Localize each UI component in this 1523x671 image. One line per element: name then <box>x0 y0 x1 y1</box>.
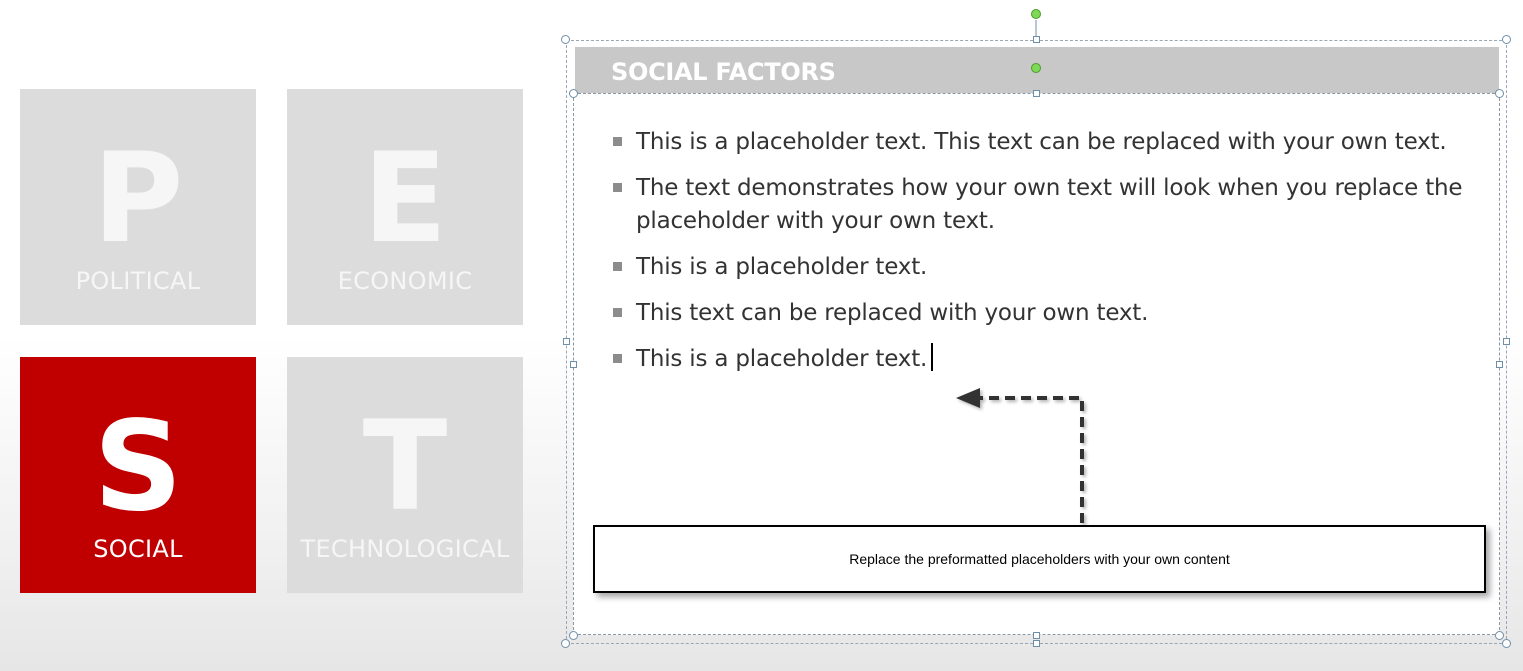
bullet-text: This is a placeholder text. <box>636 254 928 280</box>
tile-letter: T <box>362 395 448 539</box>
resize-handle-icon[interactable] <box>569 89 578 98</box>
resize-handle-icon[interactable] <box>1503 338 1510 345</box>
resize-handle-icon[interactable] <box>1495 89 1504 98</box>
resize-handle-icon[interactable] <box>1496 361 1503 368</box>
resize-handle-icon[interactable] <box>563 338 570 345</box>
resize-handle-icon[interactable] <box>561 35 570 44</box>
panel-title: SOCIAL FACTORS <box>611 58 836 86</box>
resize-handle-icon[interactable] <box>1033 36 1040 43</box>
rotate-handle-icon[interactable] <box>1031 63 1041 73</box>
bullet-text: This text can be replaced with your own text. <box>636 300 1149 326</box>
tile-label: SOCIAL <box>93 535 183 563</box>
bullet-text: This is a placeholder text. This text can be replaced with your own text. <box>636 129 1447 155</box>
resize-handle-icon[interactable] <box>1502 639 1511 648</box>
tile-label: TECHNOLOGICAL <box>300 535 510 563</box>
resize-handle-icon[interactable] <box>1033 90 1040 97</box>
tile-label: POLITICAL <box>75 267 201 295</box>
tile-letter: S <box>93 395 183 539</box>
resize-handle-icon[interactable] <box>569 631 578 640</box>
tile-letter: E <box>362 127 448 271</box>
rotate-handle-icon[interactable] <box>1031 9 1041 19</box>
bullet-text: This is a placeholder text. <box>636 346 928 372</box>
bullet-text: The text demonstrates how your own text will look when you replace the placeholder with your own text. <box>636 175 1463 234</box>
callout-text: Replace the preformatted placeholders with your own content <box>849 551 1230 567</box>
resize-handle-icon[interactable] <box>1502 35 1511 44</box>
resize-handle-icon[interactable] <box>561 639 570 648</box>
resize-handle-icon[interactable] <box>1495 631 1504 640</box>
resize-handle-icon[interactable] <box>1033 632 1040 639</box>
tile-letter: P <box>92 127 184 271</box>
tile-label: ECONOMIC <box>337 267 473 295</box>
resize-handle-icon[interactable] <box>1033 640 1040 647</box>
resize-handle-icon[interactable] <box>570 361 577 368</box>
